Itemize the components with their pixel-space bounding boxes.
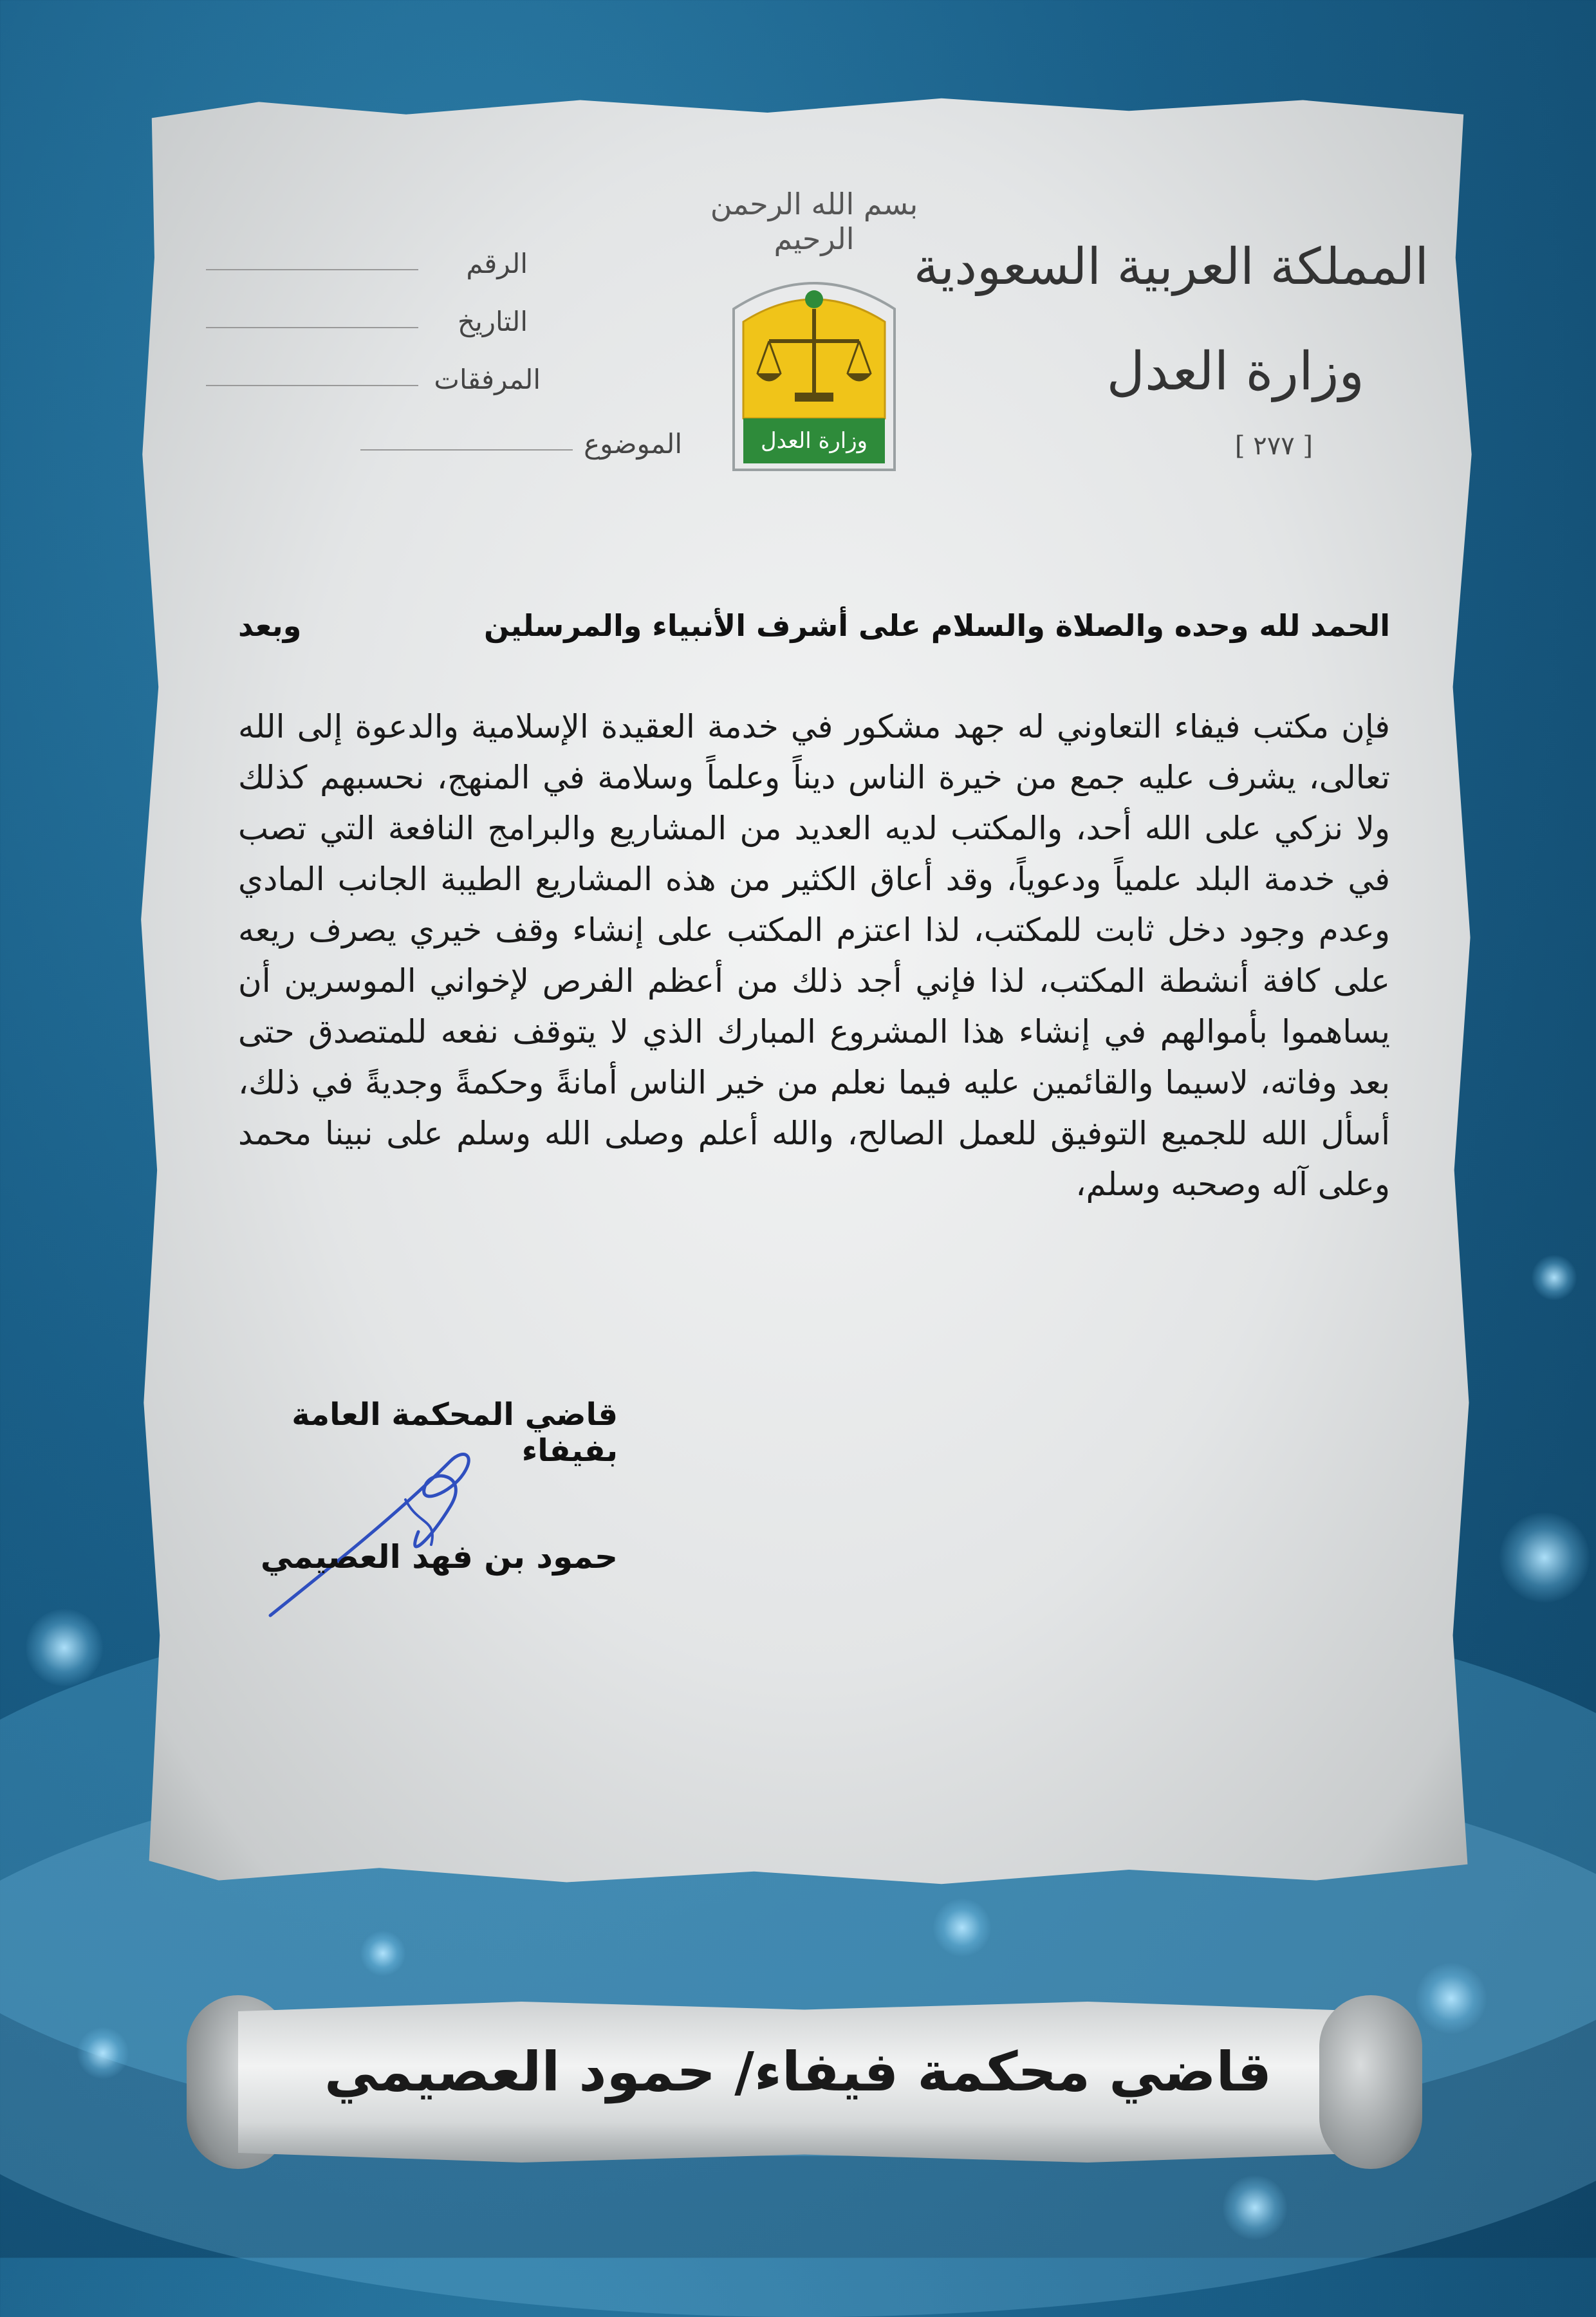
basmala: بسم الله الرحمن الرحيم (710, 187, 918, 256)
ministry-name: وزارة العدل (1106, 341, 1364, 402)
handwritten-signature (257, 1435, 489, 1628)
letter-opening: الحمد لله وحده والصلاة والسلام على أشرف الأنبياء والمرسلين (484, 608, 1390, 643)
date-field-label: التاريخ (457, 306, 528, 337)
scroll-banner-right-roll (1319, 1995, 1422, 2169)
ministry-emblem (727, 264, 901, 476)
attachments-field-label: المرفقات (434, 364, 541, 395)
emblem-caption: وزارة العدل (760, 428, 868, 454)
attachments-field-line (206, 385, 418, 386)
light-orb (1499, 1512, 1590, 1603)
banner-caption: قاضي محكمة فيفاء/ حمود العصيمي (324, 2040, 1272, 2103)
date-field-line (206, 327, 418, 328)
light-orb (360, 1931, 405, 1976)
light-orb (26, 1609, 103, 1686)
letter-wa-baad: وبعد (238, 608, 302, 643)
subject-field-line (360, 449, 573, 451)
subject-field-label: الموضوع (584, 428, 682, 460)
light-orb (933, 1899, 991, 1957)
signature-title: قاضي المحكمة العامة بفيفاء (292, 1397, 618, 1469)
light-orb (77, 2027, 129, 2079)
country-name: المملكة العربية السعودية (913, 238, 1429, 296)
signature-name: حمود بن فهد العصيمي (260, 1538, 618, 1576)
letter-body: فإن مكتب فيفاء التعاوني له جهد مشكور في خدمة العقيدة الإسلامية والدعوة إلى الله تعالى، يشرف عليه جمع من خيرة الناس ديناً وعلماً وسلامة في المنهج، نحسبهم كذلك ولا نزكي على الله أحد، والمكتب لديه العديد من المشاريع والبرامج النافعة التي تصب في خدمة البلد علمياً ودعوياً، وقد أعاق الكثير من هذه المشاريع الطيبة الجانب المادي وعدم وجود دخل ثابت للمكتب، لذا اعتزم المكتب على إنشاء وقف خيري يصرف ريعه على كافة أنشطة المكتب، لذا فإني أجد ذلك من أعظم الفرص لإخواني الموسرين أن يساهموا بأموالهم في إنشاء هذا المشروع المبارك الذي لا يتوقف نفعه للمتصدق حتى بعد وفاته، لاسيما والقائمين عليه فيما نعلم من خير الناس أمانةً وحكمةً وجديةً في ذلك، أسأل الله للجميع التوفيق للعمل الصالح، والله أعلم وصلى الله وسلم على نبينا محمد وعلى آله وصحبه وسلم، (238, 708, 1390, 1203)
number-field-label: الرقم (466, 248, 528, 279)
light-orb (1416, 1963, 1487, 2034)
reference-number: [ ٢٧٧ ] (1234, 431, 1313, 461)
light-orb (1532, 1255, 1577, 1300)
number-field-line (206, 269, 418, 270)
